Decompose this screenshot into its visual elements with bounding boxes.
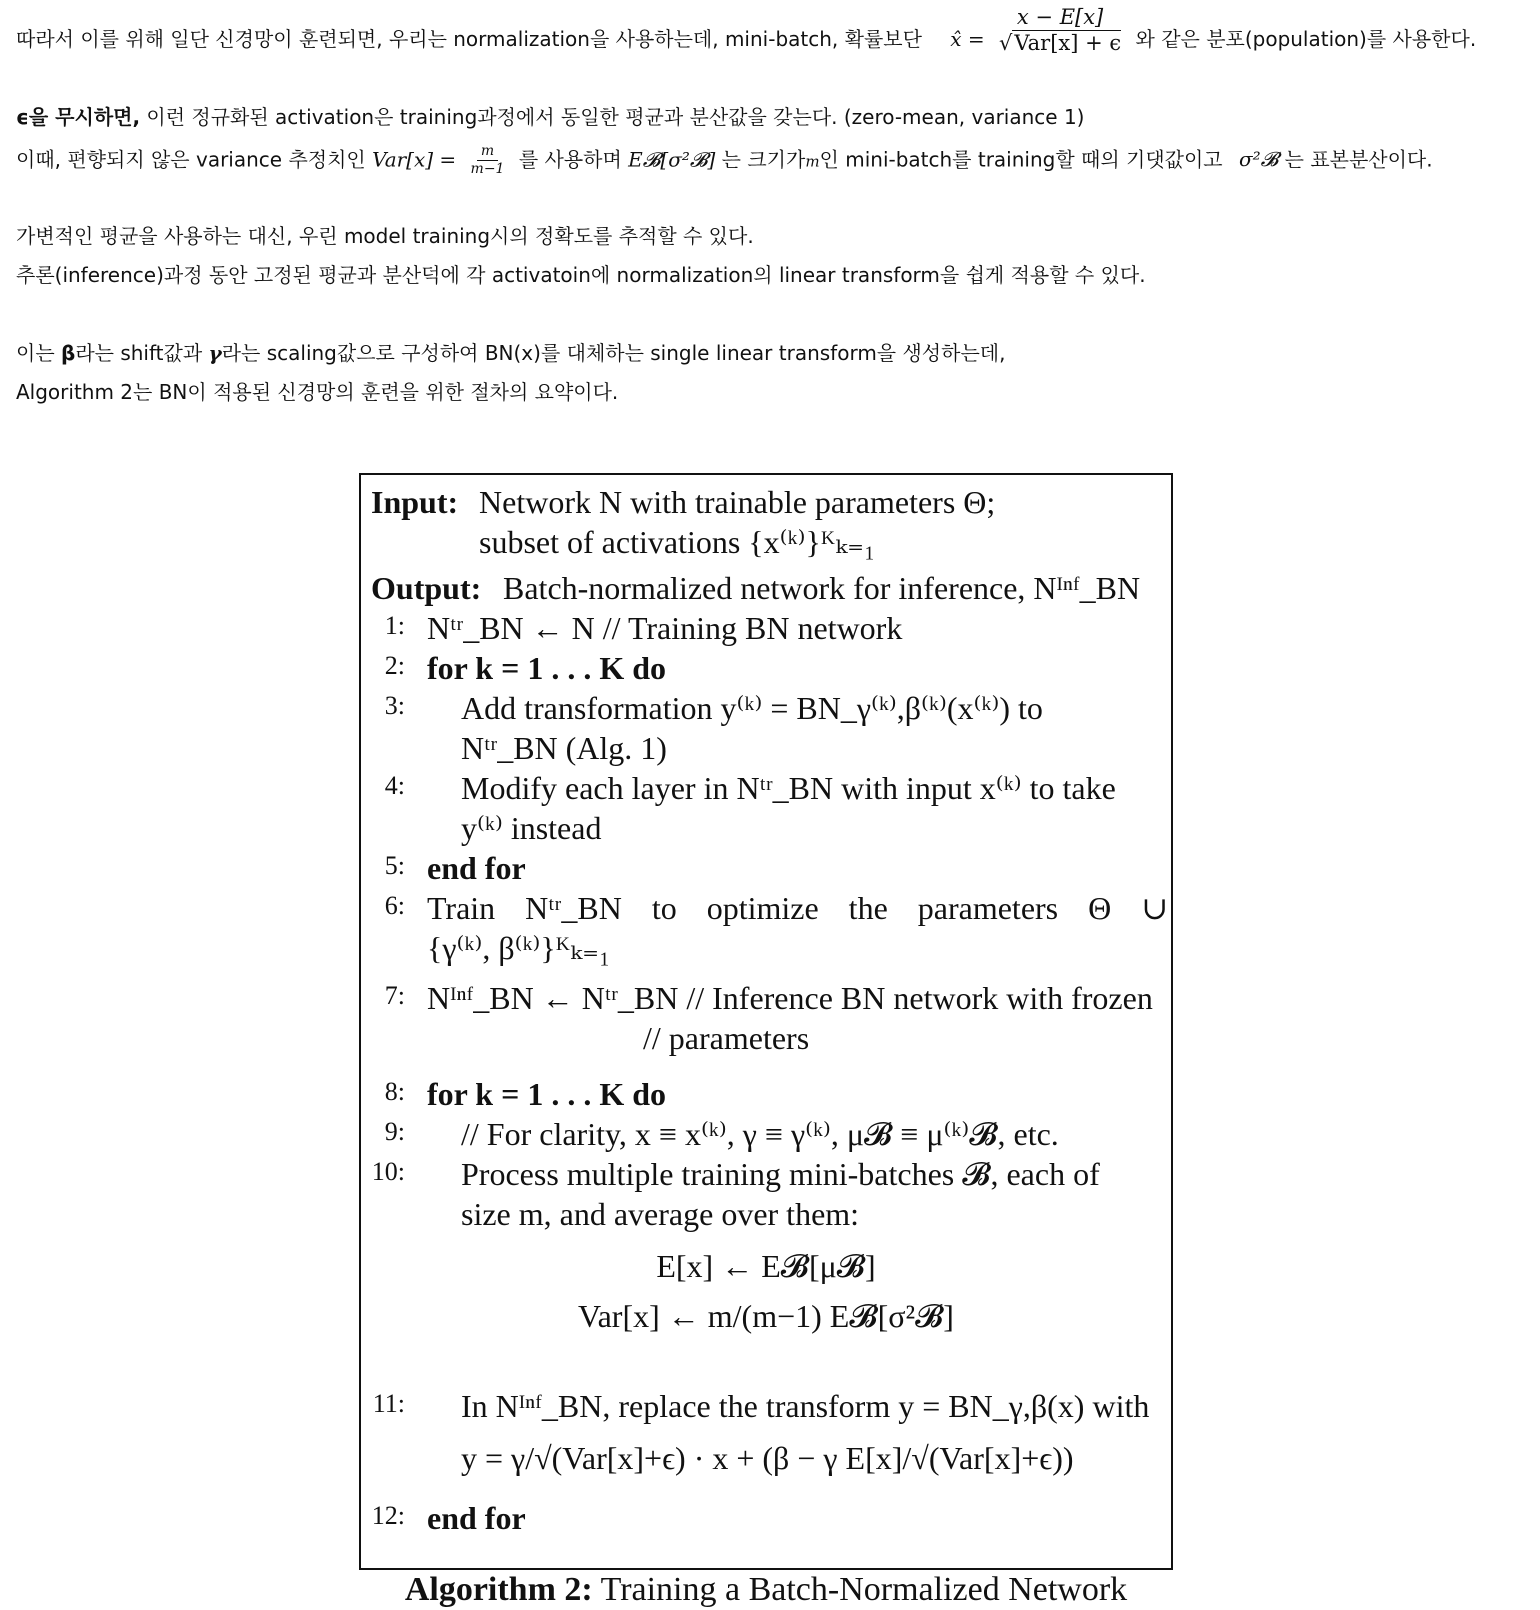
algo-line-7: Nᴵⁿᶠ_BN ← Nᵗʳ_BN // Inference BN network with frozen bbox=[427, 980, 1153, 1016]
algo-line-2: for k = 1 . . . K do bbox=[427, 650, 666, 686]
intro-line-6-b: 라는 shift값과 bbox=[75, 341, 209, 365]
line-number: 8: bbox=[384, 1077, 405, 1106]
line-number: 2: bbox=[384, 651, 405, 680]
epsilon-ignore-bold: ϵ을 무시하면, bbox=[16, 105, 141, 129]
intro-line-2-rest: 이런 정규화된 activation은 training과정에서 동일한 평균과 분산값을 갖는다. (zero-mean, variance 1) bbox=[140, 105, 1085, 129]
algo-output bbox=[371, 569, 481, 607]
algo-line-8: for k = 1 . . . K do bbox=[427, 1076, 666, 1112]
algo-line-6-cont: {γ⁽ᵏ⁾, β⁽ᵏ⁾}ᴷₖ₌₁ bbox=[427, 930, 611, 966]
xhat-formula-denominator: √Var[x] + ϵ bbox=[999, 31, 1122, 56]
variance-formula: Var[x] = bbox=[372, 147, 457, 172]
line-number: 12: bbox=[371, 1501, 405, 1530]
algo-line-10: Process multiple training mini-batches 𝓑, each of bbox=[461, 1156, 1100, 1192]
xhat-formula-lhs: x̂ = bbox=[950, 27, 985, 52]
caption-bold: Algorithm 2: bbox=[404, 1571, 593, 1608]
xhat-formula-fraction bbox=[995, 6, 1125, 55]
intro-line-3-b: 를 사용하며 bbox=[518, 147, 622, 172]
algorithm-box bbox=[359, 473, 1173, 1570]
intro-line-6-c: 라는 scaling값으로 구성하여 BN(x)를 대체하는 single linear transform을 생성하는데, bbox=[221, 341, 1006, 365]
intro-line-3-a: 이때, 편향되지 않은 variance 추정치인 bbox=[16, 147, 366, 172]
line-number: 6: bbox=[384, 891, 405, 920]
input-label: Input: bbox=[371, 484, 459, 520]
algo-line-11: In Nᴵⁿᶠ_BN, replace the transform y = BN_γ,β(x) with bbox=[461, 1388, 1150, 1424]
mean-update-formula: E[x] ← E𝓑[μ𝓑] bbox=[656, 1248, 876, 1284]
intro-line-6-a: 이는 bbox=[16, 341, 61, 365]
algo-line-11-formula: y = γ/√(Var[x]+ϵ) · x + (β − γ E[x]/√(Var[x]+ϵ)) bbox=[461, 1440, 1074, 1476]
line-number: 10: bbox=[371, 1157, 405, 1186]
intro-line-2 bbox=[16, 104, 1084, 130]
algo-line-10-cont: size m, and average over them: bbox=[461, 1196, 860, 1232]
intro-line-3-d: 인 mini-batch를 training할 때의 기댓값이고 bbox=[819, 147, 1223, 172]
algo-line-3-cont bbox=[461, 729, 667, 767]
xhat-formula-numerator: x − E[x] bbox=[1013, 6, 1107, 31]
variance-update-formula: Var[x] ← m/(m−1) E𝓑[σ²𝓑] bbox=[578, 1298, 954, 1334]
line-number: 11: bbox=[372, 1389, 405, 1418]
unbiased-fraction bbox=[467, 144, 509, 178]
line-number: 9: bbox=[384, 1117, 405, 1146]
line-number: 3: bbox=[384, 691, 405, 720]
algo-line-3: Add transformation y⁽ᵏ⁾ = BN_γ⁽ᵏ⁾,β⁽ᵏ⁾(x⁽ᵏ⁾) to bbox=[461, 690, 1043, 726]
unbiased-frac-den: m−1 bbox=[470, 161, 505, 178]
algo-line-1: Nᵗʳ_BN ← N // Training BN network bbox=[427, 610, 903, 646]
algo-line-9: // For clarity, x ≡ x⁽ᵏ⁾, γ ≡ γ⁽ᵏ⁾, μ𝓑 ≡ μ⁽ᵏ⁾𝓑, etc. bbox=[461, 1116, 1059, 1152]
algorithm-caption bbox=[359, 1570, 1173, 1610]
output-label: Output: bbox=[371, 570, 482, 606]
gamma-symbol: γ bbox=[208, 341, 222, 365]
sample-variance-symbol: σ²𝓑 bbox=[1238, 147, 1279, 172]
algo-line-6: Train Nᵗʳ_BN to optimize the parameters Θ ∪ bbox=[427, 890, 1169, 926]
intro-line-7: Algorithm 2는 BN이 적용된 신경망의 훈련을 위한 절차의 요약이다. bbox=[16, 380, 619, 404]
unbiased-frac-num: m bbox=[477, 144, 498, 161]
algo-line-5: end for bbox=[427, 850, 526, 886]
beta-symbol: β bbox=[61, 341, 76, 365]
algo-line-12: end for bbox=[427, 1500, 526, 1536]
intro-line-1-pre: 따라서 이를 위해 일단 신경망이 훈련되면, 우리는 normalization을 사용하는데, mini-batch, 확률보단 bbox=[16, 27, 922, 52]
algo-input-text-2: subset of activations {x⁽ᵏ⁾}ᴷₖ₌₁ bbox=[479, 524, 876, 560]
line-number: 1: bbox=[384, 611, 405, 640]
algo-line-3-cont-text: Nᵗʳ_BN (Alg. 1) bbox=[461, 730, 667, 766]
algo-output-text: Batch-normalized network for inference, Nᴵⁿᶠ_BN bbox=[503, 570, 1141, 606]
algo-line-4-cont: y⁽ᵏ⁾ instead bbox=[461, 810, 602, 846]
algo-line-7-cont: // parameters bbox=[643, 1020, 810, 1056]
intro-line-3-c: 는 크기가 bbox=[721, 147, 806, 172]
intro-line-6 bbox=[16, 340, 1005, 366]
line-number: 4: bbox=[384, 771, 405, 800]
expectation-formula: E𝓑[σ²𝓑] bbox=[628, 147, 716, 172]
intro-line-1-post: 와 같은 분포(population)를 사용한다. bbox=[1135, 27, 1477, 52]
algo-input-text-1: Network N with trainable parameters Θ; bbox=[479, 484, 996, 520]
caption-rest: Training a Batch-Normalized Network bbox=[592, 1571, 1128, 1608]
batch-size-m: m bbox=[805, 152, 820, 171]
line-number: 7: bbox=[384, 981, 405, 1010]
intro-line-1 bbox=[16, 5, 1477, 56]
algo-line-4: Modify each layer in Nᵗʳ_BN with input x⁽ᵏ⁾ to take bbox=[461, 770, 1116, 806]
intro-line-4: 가변적인 평균을 사용하는 대신, 우린 model training시의 정확도를 추적할 수 있다. bbox=[16, 224, 754, 248]
intro-line-3 bbox=[16, 144, 1433, 178]
algo-input bbox=[371, 483, 458, 521]
line-number: 5: bbox=[384, 851, 405, 880]
intro-line-3-e: 는 표본분산이다. bbox=[1284, 147, 1433, 172]
intro-line-5: 추론(inference)과정 동안 고정된 평균과 분산덕에 각 activatoin에 normalization의 linear transform을 쉽게 적용할 수 있다. bbox=[16, 263, 1146, 287]
